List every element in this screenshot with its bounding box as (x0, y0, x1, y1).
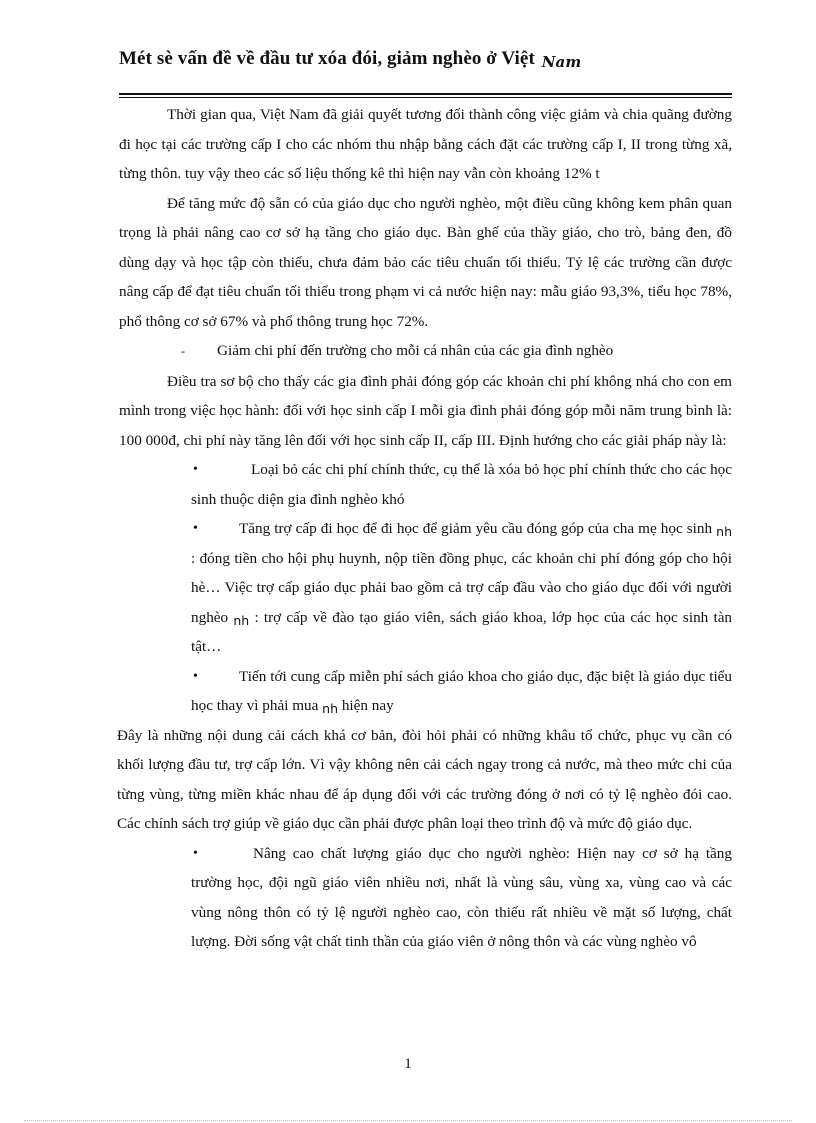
nh-fragment: nh (716, 524, 733, 539)
bullet-3-text-a: Tiến tới cung cấp miễn phí sách giáo khoa cho giáo dục, đặc biệt là giáo dục tiểu học thay vì phải mua (191, 667, 732, 714)
bullet-marker: • (193, 845, 198, 861)
dash-list-item (181, 336, 732, 367)
paragraph-4: Đây là những nội dung cải cách khá cơ bản, đòi hỏi phải có những khâu tổ chức, phục vụ cần có khối lượng đầu tư, trợ cấp lớn. Vì vậy không nên cải cách ngay trong cả nước, mà theo mức chi của từng vùng, từng miền khác nhau để áp dụng đối với các trường đóng ở nơi có tỷ lệ nghèo đói cao. Các chính sách trợ giúp về giáo dục cần phải được phân loại theo trình độ và mức độ giáo dục. (117, 726, 732, 832)
bullet-item-1 (191, 455, 732, 514)
bullet-2-text-c: : trợ cấp về đào tạo giáo viên, sách giáo khoa, lớp học của các học sinh tàn tật… (191, 608, 733, 655)
bullet-marker: • (193, 462, 198, 477)
page-header (119, 48, 739, 88)
dash-item-text: Giảm chi phí đến trường cho mỗi cá nhân của các gia đình nghèo (217, 342, 614, 359)
nh-fragment: nh (233, 612, 250, 628)
header-title (119, 48, 739, 70)
header-rule-thick (119, 93, 732, 95)
nh-fragment: nh (322, 701, 339, 716)
bullet-3-text-b: hiện nay (341, 697, 394, 714)
dash-marker: - (181, 344, 185, 358)
bullet-4-text: Nâng cao chất lượng giáo dục cho người nghèo: Hiện nay cơ sở hạ tầng trường học, đội ngũ giáo viên nhiều nơi, nhất là vùng sâu, vùng xa, vùng cao và các vùng nông thôn có tỷ lệ người nghèo cao, còn thiếu rất nhiều về mặt số lượng, chất lượng. Đời sống vật chất tinh thần của giáo viên ở nông thôn và các vùng nghèo vô (191, 844, 732, 950)
header-title-script: Nam (541, 53, 582, 71)
page-edge (24, 1120, 792, 1121)
bullet-1-text: Loại bỏ các chi phí chính thức, cụ thể là xóa bỏ học phí chính thức cho các học sinh thuộc diện gia đình nghèo khó (191, 461, 732, 508)
bullet-2-text-b: : đóng tiền cho hội phụ huynh, nộp tiền đồng phục, các khoản chi phí đóng góp cho hội hè… Việc trợ cấp giáo dục phải bao gồm cả trợ cấp đầu vào cho giáo dục đối với người nghèo (191, 549, 732, 626)
bullet-item-3 (191, 662, 732, 721)
paragraph-1: Thời gian qua, Việt Nam đã giải quyết tương đối thành công việc giảm và chia quãng đường đi học tại các trường cấp I cho các nhóm thu nhập bằng cách đặt các trường cấp I, II trong từng xã, từng thôn. tuy vậy theo các số liệu thống kê thì hiện nay vẫn còn khoảng 12% t (119, 106, 732, 182)
bullet-marker: • (193, 668, 198, 684)
bullet-item-2 (191, 514, 732, 662)
document-body (119, 100, 732, 957)
bullet-marker: • (193, 521, 198, 536)
bullet-2-text-a: Tăng trợ cấp đi học để đi học để giảm yêu cầu đóng góp của cha mẹ học sinh (239, 520, 713, 537)
paragraph-3: Điều tra sơ bộ cho thấy các gia đình phải đóng góp các khoản chi phí không nhá cho con em mình trong việc học hành: đối với học sinh cấp I mỗi gia đình phải đóng góp mỗi năm trung bình là: 100 000đ, chi phí này tăng lên đối với học sinh cấp II, cấp III. Định hướng cho các giải pháp này là: (119, 372, 732, 449)
header-title-text: Mét sè vấn đề về đầu tư xóa đói, giảm nghèo ở Việt (119, 48, 535, 69)
page-number: 1 (404, 1056, 412, 1072)
header-rule-thin (119, 97, 732, 98)
bullet-item-4 (191, 839, 732, 957)
paragraph-2: Để tăng mức độ sẵn có của giáo dục cho người nghèo, một điều cũng không kem phân quan trọng là phải nâng cao cơ sở hạ tầng cho giáo dục. Bàn ghế của thầy giáo, cho trò, bảng đen, đồ dùng dạy và học tập còn thiếu, chưa đảm bảo các tiêu chuẩn tối thiểu. Tỷ lệ các trường cần được nâng cấp để đạt tiêu chuẩn tối thiểu trong phạm vi cả nước hiện nay: mẫu giáo 93,3%, tiểu học 78%, phổ thông cơ sở 67% và phổ thông trung học 72%. (119, 194, 732, 330)
